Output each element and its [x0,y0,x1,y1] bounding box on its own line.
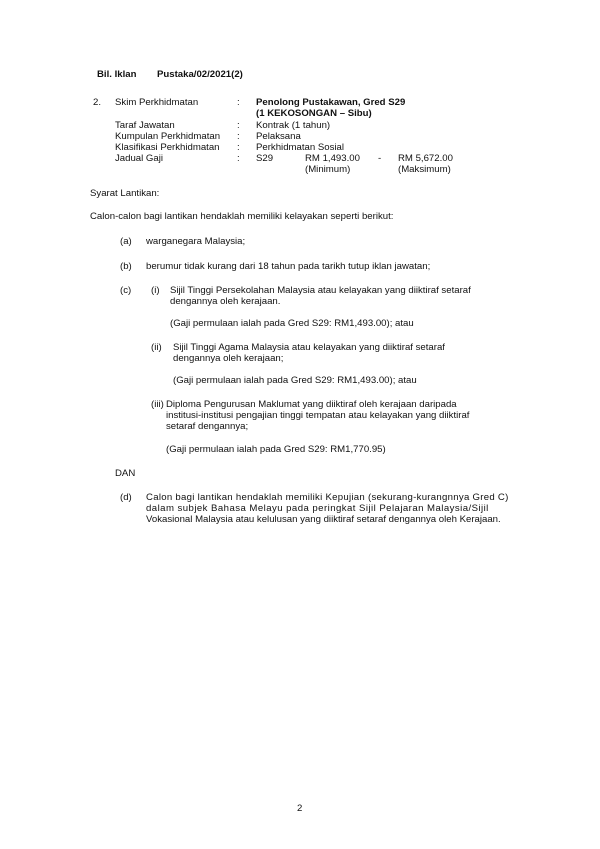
condition-c-ii-line1: Sijil Tinggi Agama Malaysia atau kelayakan yang diiktiraf setaraf [173,342,445,353]
vacancy-value: (1 KEKOSONGAN – Sibu) [256,108,372,119]
item-number: 2. [93,97,102,108]
ad-number-label: Bil. Iklan [97,69,137,80]
conditions-intro: Calon-calon bagi lantikan hendaklah memiliki kelayakan seperti berikut: [90,211,394,222]
status-label: Taraf Jawatan [115,120,175,131]
condition-d-line2: dalam subjek Bahasa Melayu pada peringkat Sijil Pelajaran Malaysia/Sijil [146,503,489,514]
condition-d-line3: Vokasional Malaysia atau kelulusan yang diiktiraf setaraf dengannya oleh Kerajaan. [146,514,501,525]
condition-c-mark: (c) [120,285,132,296]
condition-c-ii-note: (Gaji permulaan ialah pada Gred S29: RM1,493.00); atau [173,375,417,386]
ad-number-value: Pustaka/02/2021(2) [157,69,243,80]
group-value: Pelaksana [256,131,301,142]
salary-max-note: (Maksimum) [398,164,451,175]
salary-dash: - [378,153,382,164]
condition-c-iii-line1: Diploma Pengurusan Maklumat yang diiktiraf oleh kerajaan daripada [166,399,457,410]
condition-a-text: warganegara Malaysia; [146,236,246,247]
condition-c-ii-line2: dengannya oleh kerajaan; [173,353,284,364]
condition-d-mark: (d) [120,492,132,503]
condition-c-i-note: (Gaji permulaan ialah pada Gred S29: RM1,493.00); atau [170,318,414,329]
and-connector: DAN [115,468,136,479]
classification-colon: : [237,142,240,153]
group-colon: : [237,131,240,142]
salary-label: Jadual Gaji [115,153,163,164]
condition-c-iii-mark: (iii) [151,399,164,410]
condition-c-i-line1: Sijil Tinggi Persekolahan Malaysia atau kelayakan yang diiktiraf setaraf [170,285,471,296]
scheme-colon: : [237,97,240,108]
conditions-title: Syarat Lantikan: [90,188,160,199]
condition-c-iii-line3: setaraf dengannya; [166,421,249,432]
salary-min-note: (Minimum) [305,164,351,175]
scheme-label: Skim Perkhidmatan [115,97,199,108]
condition-c-i-line2: dengannya oleh kerajaan. [170,296,281,307]
classification-value: Perkhidmatan Sosial [256,142,344,153]
page-number: 2 [297,803,303,814]
condition-c-iii-note: (Gaji permulaan ialah pada Gred S29: RM1,770.95) [166,444,386,455]
salary-colon: : [237,153,240,164]
salary-grade: S29 [256,153,274,164]
condition-a-mark: (a) [120,236,132,247]
condition-c-iii-line2: institusi-institusi pengajian tinggi tempatan atau kelayakan yang diiktiraf [166,410,470,421]
classification-label: Klasifikasi Perkhidmatan [115,142,220,153]
condition-d-line1: Calon bagi lantikan hendaklah memiliki Kepujian (sekurang-kurangnnya Gred C) [146,492,509,503]
condition-b-text: berumur tidak kurang dari 18 tahun pada tarikh tutup iklan jawatan; [146,261,431,272]
salary-max: RM 5,672.00 [398,153,453,164]
condition-c-ii-mark: (ii) [151,342,162,353]
salary-min: RM 1,493.00 [305,153,360,164]
scheme-value: Penolong Pustakawan, Gred S29 [256,97,406,108]
condition-c-i-mark: (i) [151,285,160,296]
status-value: Kontrak (1 tahun) [256,120,331,131]
status-colon: : [237,120,240,131]
group-label: Kumpulan Perkhidmatan [115,131,221,142]
condition-b-mark: (b) [120,261,132,272]
